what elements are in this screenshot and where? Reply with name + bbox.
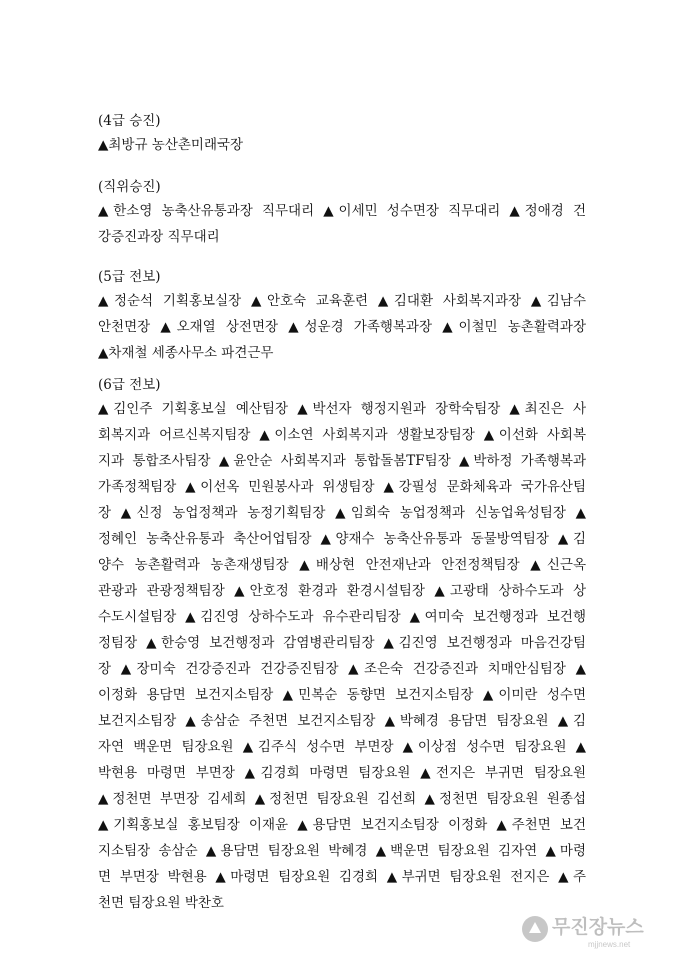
section-heading: (4급 승진) [98,113,161,129]
text-line: ▲김인주 기획홍보실 예산팀장 ▲박선자 행정지원과 장학숙팀장 ▲최진은 사 [98,401,586,417]
section-heading: (6급 전보) [98,377,161,393]
text-line: 안천면장 ▲오재열 상전면장 ▲성운경 가족행복과장 ▲이철민 농촌활력과장 [98,319,586,335]
watermark-title: 무진장뉴스 [552,917,644,938]
news-logo-icon [522,916,548,942]
text-line: 지과 통합조사팀장 ▲윤안순 사회복지과 통합돌봄TF팀장 ▲박하정 가족행복과 [98,453,586,469]
section-heading: (5급 전보) [98,269,161,285]
text-line: ▲정천면 부면장 김세희 ▲정천면 팀장요원 김선희 ▲정천면 팀장요원 원종섭 [98,791,586,807]
watermark [522,910,672,956]
text-line: 가족정책팀장 ▲이선옥 민원봉사과 위생팀장 ▲강필성 문화체육과 국가유산팀 [98,479,586,495]
text-line: 회복지과 어르신복지팀장 ▲이소연 사회복지과 생활보장팀장 ▲이선화 사회복 [98,427,586,443]
text-line: 자연 백운면 팀장요원 ▲김주식 성수면 부면장 ▲이상점 성수면 팀장요원 ▲ [98,739,586,755]
text-line: ▲정순석 기획홍보실장 ▲안호숙 교육훈련 ▲김대환 사회복지과장 ▲김남수 [98,293,586,309]
text-line: 수도시설팀장 ▲김진영 상하수도과 유수관리팀장 ▲여미숙 보건행정과 보건행 [98,609,586,625]
text-line: 천면 팀장요원 박찬호 [98,895,224,911]
text-line: 양수 농촌활력과 농촌재생팀장 ▲배상현 안전재난과 안전정책팀장 ▲신근옥 [98,557,586,573]
section-grade6-transfer [98,374,586,916]
text-line: 정혜인 농축산유통과 축산어업팀장 ▲양재수 농축산유통과 동물방역팀장 ▲김 [98,531,586,547]
section-grade5-transfer [98,266,586,366]
text-line: 강증진과장 직무대리 [98,229,220,245]
text-line: ▲한소영 농축산유통과장 직무대리 ▲이세민 성수면장 직무대리 ▲정애경 건 [98,203,586,219]
text-line: 관광과 관광정책팀장 ▲안호정 환경과 환경시설팀장 ▲고광태 상하수도과 상 [98,583,586,599]
text-line: ▲최방규 농산촌미래국장 [98,137,244,153]
section-grade4-promotion [98,110,586,158]
section-position-promotion [98,176,586,250]
text-line: 장 ▲신정 농업정책과 농정기획팀장 ▲임희숙 농업정책과 신농업육성팀장 ▲ [98,505,586,521]
text-line: 지소팀장 송삼순 ▲용담면 팀장요원 박혜경 ▲백운면 팀장요원 김자연 ▲마령 [98,843,586,859]
text-line: 박현용 마령면 부면장 ▲김경희 마령면 팀장요원 ▲전지은 부귀면 팀장요원 [98,765,586,781]
text-line: 정팀장 ▲한승영 보건행정과 감염병관리팀장 ▲김진영 보건행정과 마음건강팀 [98,635,586,651]
watermark-url: mjjnews.net [588,940,631,949]
text-line: 면 부면장 박현용 ▲마령면 팀장요원 김경희 ▲부귀면 팀장요원 전지은 ▲주 [98,869,586,885]
text-line: ▲차재철 세종사무소 파견근무 [98,345,274,361]
text-line: 이정화 용담면 보건지소팀장 ▲민복순 동향면 보건지소팀장 ▲이미란 성수면 [98,687,586,703]
text-line: ▲기획홍보실 홍보팀장 이재윤 ▲용담면 보건지소팀장 이정화 ▲주천면 보건 [98,817,586,833]
text-line: 보건지소팀장 ▲송삼순 주천면 보건지소팀장 ▲박혜경 용담면 팀장요원 ▲김 [98,713,586,729]
section-heading: (직위승진) [98,179,161,195]
text-line: 장 ▲장미숙 건강증진과 건강증진팀장 ▲조은숙 건강증진과 치매안심팀장 ▲ [98,661,586,677]
